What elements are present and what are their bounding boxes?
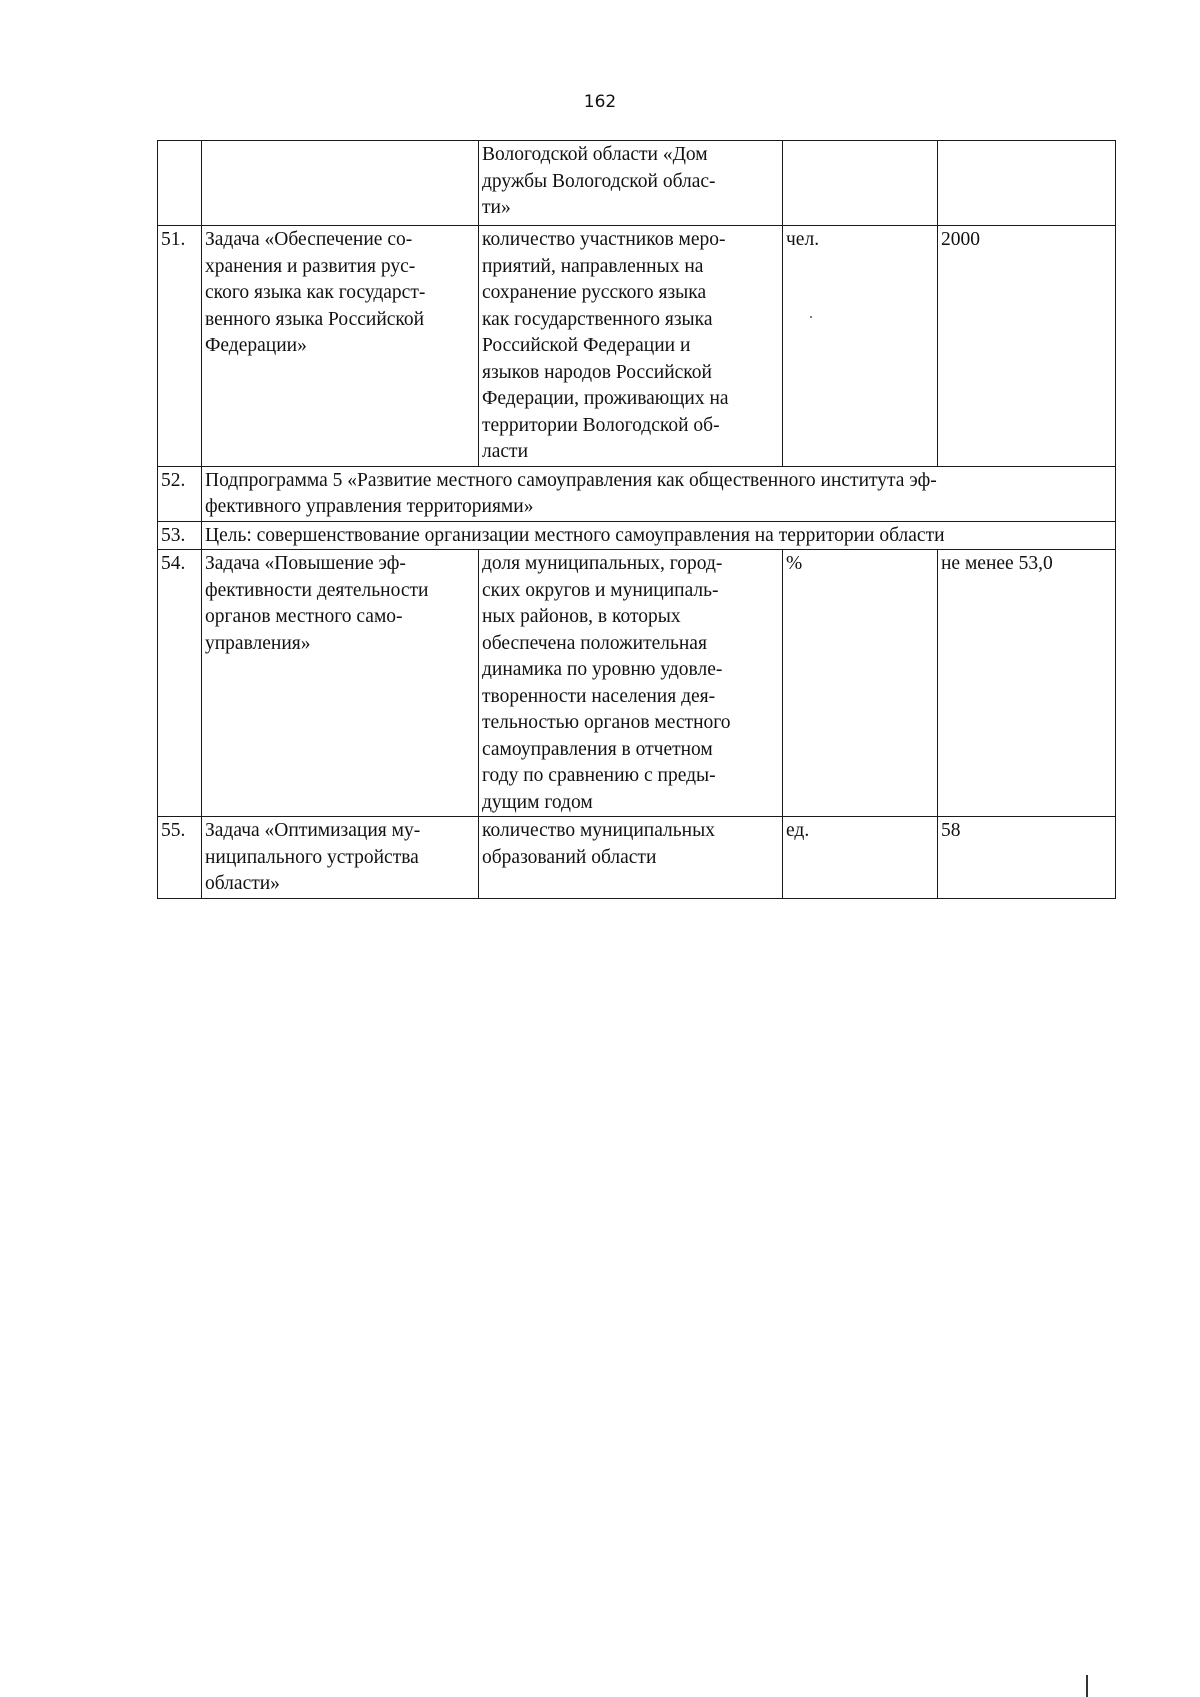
table-row	[158, 550, 1116, 817]
value-cell: 58	[938, 817, 1116, 899]
indicator-cell: доля муниципальных, город- ских округов и муниципаль- ных районов, в которых обеспечена положительная динамика по уровню удовле- творенности населения дея- тельностью органов местного самоуправления в отчетном году по сравнению с преды- дущим годом	[479, 550, 783, 817]
value-cell	[938, 141, 1116, 226]
table-row	[158, 141, 1116, 226]
indicator-cell: количество участников меро- приятий, направленных на сохранение русского языка как государственного языка Российской Федерации и языков народов Российской Федерации, проживающих на территории Вологодской об- ласти	[479, 226, 783, 467]
indicator-cell: Вологодской области «Дом дружбы Вологодской облас- ти»	[479, 141, 783, 226]
scan-edge-mark	[1086, 1675, 1088, 1697]
row-number-cell: 54.	[158, 550, 202, 817]
page-number: 162	[583, 92, 617, 112]
unit-cell	[783, 141, 938, 226]
task-cell: Задача «Обеспечение со- хранения и развития рус- ского языка как государст- венного языка Российской Федерации»	[202, 226, 479, 467]
table-row	[158, 817, 1116, 899]
table-row	[158, 521, 1116, 550]
table-row	[158, 466, 1116, 521]
task-cell	[202, 141, 479, 226]
value-cell: 2000	[938, 226, 1116, 467]
subprogram-cell: Подпрограмма 5 «Развитие местного самоуправления как общественного института эф- фективного управления территориями»	[202, 466, 1116, 521]
row-number-cell: 52.	[158, 466, 202, 521]
task-cell: Задача «Оптимизация му- ниципального устройства области»	[202, 817, 479, 899]
task-cell: Задача «Повышение эф- фективности деятельности органов местного само- управления»	[202, 550, 479, 817]
unit-cell: %	[783, 550, 938, 817]
table-row	[158, 226, 1116, 467]
goal-cell: Цель: совершенствование организации местного самоуправления на территории области	[202, 521, 1116, 550]
value-cell: не менее 53,0	[938, 550, 1116, 817]
unit-cell: ед.	[783, 817, 938, 899]
row-number-cell	[158, 141, 202, 226]
row-number-cell: 55.	[158, 817, 202, 899]
indicator-cell: количество муниципальных образований области	[479, 817, 783, 899]
unit-cell: чел.	[783, 226, 938, 467]
scan-speck	[810, 316, 812, 318]
indicators-table	[157, 140, 1116, 899]
row-number-cell: 51.	[158, 226, 202, 467]
row-number-cell: 53.	[158, 521, 202, 550]
